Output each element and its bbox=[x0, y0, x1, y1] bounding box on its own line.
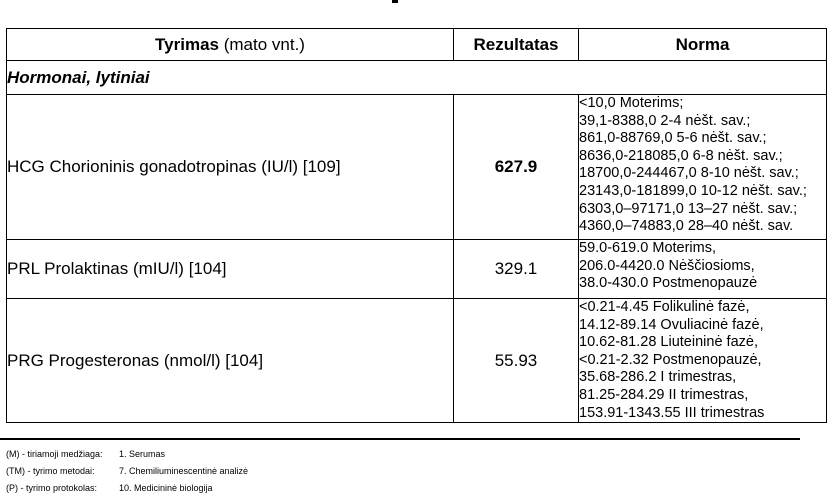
test-result: 627.9 bbox=[454, 95, 579, 240]
header-test-unit: (mato vnt.) bbox=[223, 34, 305, 54]
norm-line: 35.68-286.2 I trimestras, bbox=[579, 369, 737, 386]
norm-line: 38.0-430.0 Postmenopauzė bbox=[579, 275, 758, 292]
table-row bbox=[7, 299, 827, 423]
test-norm bbox=[579, 95, 827, 240]
footnote-label: (M) - tiriamoji medžiaga: bbox=[6, 449, 103, 459]
test-name: HCG Chorioninis gonadotropinas (IU/l) [109] bbox=[7, 95, 454, 240]
footnote-method bbox=[6, 463, 248, 480]
footnote-text: 7. Chemiliuminescentinė analizė bbox=[119, 466, 249, 476]
norm-line: 861,0-88769,0 5-6 nėšt. sav.; bbox=[579, 130, 767, 147]
test-norm bbox=[579, 299, 827, 423]
test-result: 329.1 bbox=[454, 240, 579, 299]
norm-line: <0.21-2.32 Postmenopauzė, bbox=[579, 351, 762, 368]
footnote-text: 1. Serumas bbox=[119, 449, 166, 459]
table-row bbox=[7, 95, 827, 240]
footnote-sample bbox=[6, 446, 248, 463]
section-row bbox=[7, 61, 827, 95]
norm-line: <10,0 Moterims; bbox=[579, 95, 684, 111]
norm-line: 6303,0–97171,0 13–27 nėšt. sav.; bbox=[579, 200, 798, 217]
test-result: 55.93 bbox=[454, 299, 579, 423]
divider-line bbox=[0, 438, 800, 440]
footnote-protocol bbox=[6, 480, 248, 493]
norm-line: 8636,0-218085,0 6-8 nėšt. sav.; bbox=[579, 147, 783, 164]
norm-line: <0.21-4.45 Folikulinė fazė, bbox=[579, 299, 750, 315]
header-text-fragment bbox=[392, 0, 398, 3]
footnote-label: (TM) - tyrimo metodai: bbox=[6, 466, 95, 476]
norm-line: 59.0-619.0 Moterims, bbox=[579, 240, 717, 256]
header-norm: Norma bbox=[579, 29, 827, 61]
test-name: PRL Prolaktinas (mIU/l) [104] bbox=[7, 240, 454, 299]
test-name: PRG Progesteronas (nmol/l) [104] bbox=[7, 299, 454, 423]
norm-line: 23143,0-181899,0 10-12 nėšt. sav.; bbox=[579, 182, 807, 199]
footnote-text: 10. Medicininė biologija bbox=[119, 483, 213, 493]
norm-line: 81.25-284.29 II trimestras, bbox=[579, 386, 749, 403]
section-title: Hormonai, lytiniai bbox=[7, 61, 827, 95]
results-table bbox=[6, 28, 827, 423]
footnotes bbox=[6, 446, 249, 493]
table-row bbox=[7, 240, 827, 299]
norm-line: 153.91-1343.55 III trimestras bbox=[579, 404, 765, 421]
norm-line: 18700,0-244467,0 8-10 nėšt. sav.; bbox=[579, 165, 799, 182]
test-norm bbox=[579, 240, 827, 299]
norm-line: 14.12-89.14 Ovuliacinė fazė, bbox=[579, 316, 764, 333]
header-test-label: Tyrimas bbox=[155, 34, 219, 54]
norm-line: 39,1-8388,0 2-4 nėšt. sav.; bbox=[579, 112, 751, 129]
norm-line: 4360,0–74883,0 28–40 nėšt. sav. bbox=[579, 218, 794, 235]
footnote-label: (P) - tyrimo protokolas: bbox=[6, 483, 98, 493]
header-test bbox=[7, 29, 454, 61]
header-result: Rezultatas bbox=[454, 29, 579, 61]
table-header-row bbox=[7, 29, 827, 61]
norm-line: 10.62-81.28 Liuteininė fazė, bbox=[579, 334, 758, 351]
norm-line: 206.0-4420.0 Nėščiosioms, bbox=[579, 257, 755, 274]
